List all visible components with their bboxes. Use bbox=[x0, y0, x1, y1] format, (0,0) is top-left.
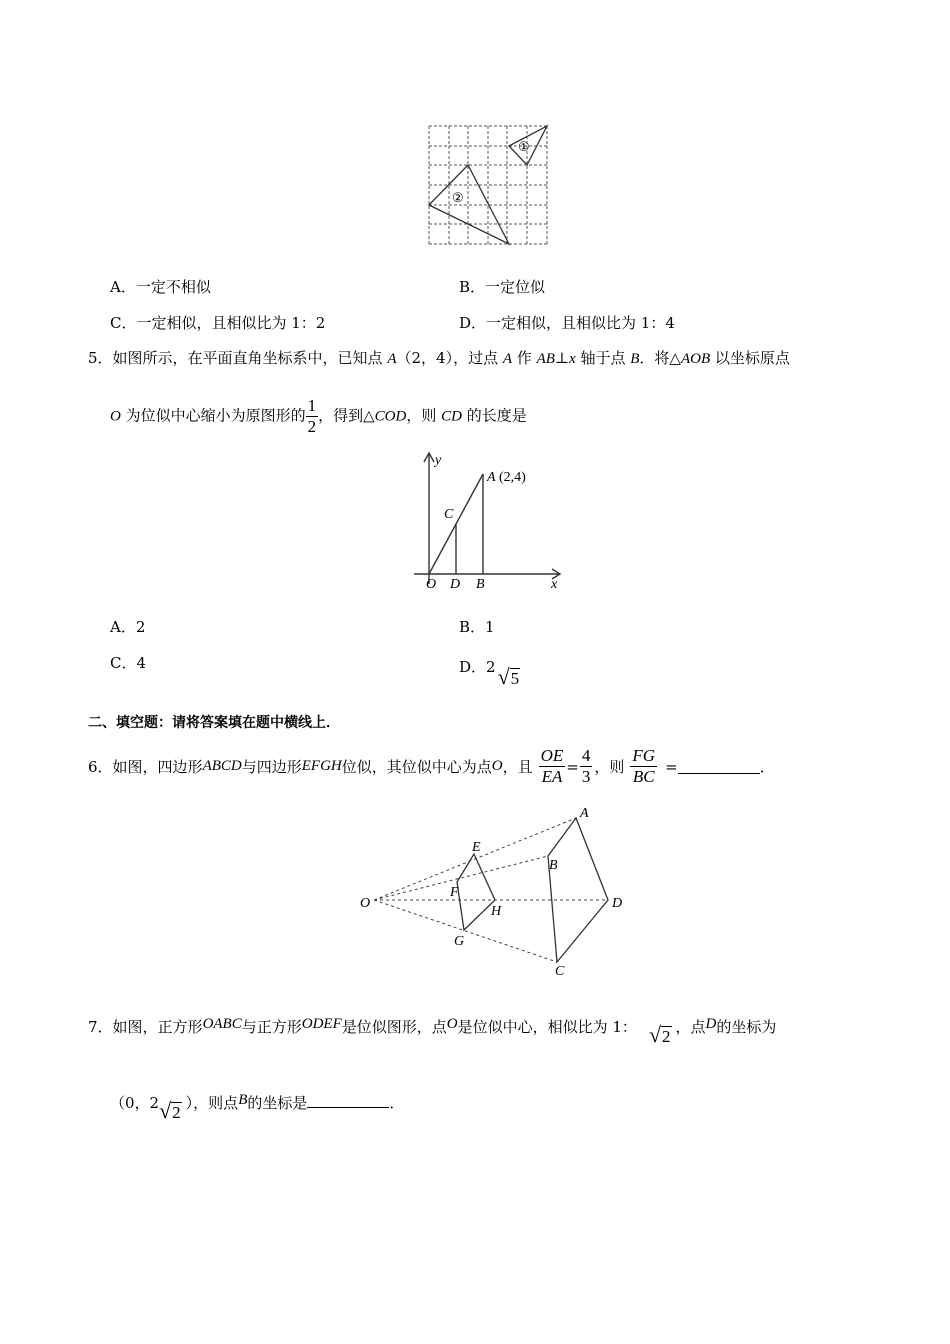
label-f: F bbox=[450, 885, 459, 900]
label-a: A bbox=[487, 470, 496, 485]
q5-option-d[interactable]: D．2√5 bbox=[459, 658, 520, 689]
label-h: H bbox=[491, 904, 502, 919]
label-d: D bbox=[612, 896, 623, 911]
q5-option-c[interactable]: C．4 bbox=[110, 654, 147, 672]
quadrilateral-abcd bbox=[548, 818, 608, 962]
q6-line: 6． 如图，四边形 ABCD 与四边形 EFGH 位似，其位似中心为点 O ，且 $\frac{OE}{EA}$ = $\frac{4}{3}$ ，则 $\frac{FG}{BC}$ = ． bbox=[88, 746, 775, 786]
sqrt-two-coord: √2 bbox=[159, 1098, 181, 1123]
answer-blank-q7[interactable] bbox=[307, 1093, 389, 1108]
q4-option-d[interactable]: D．一定相似，且相似比为 1：4 bbox=[459, 314, 675, 332]
label-c: C bbox=[555, 964, 565, 979]
q5-option-a[interactable]: A．2 bbox=[110, 618, 146, 636]
q4-option-c[interactable]: C．一定相似，且相似比为 1：2 bbox=[110, 314, 326, 332]
fraction-four-thirds: $\frac{4}{3}$ bbox=[581, 746, 591, 786]
label-a-coord: (2,4) bbox=[499, 470, 526, 485]
label-c: C bbox=[444, 507, 454, 522]
label-g: G bbox=[454, 934, 465, 949]
q4-option-a[interactable]: A．一定不相似 bbox=[110, 278, 211, 296]
q4-grid-figure bbox=[418, 124, 552, 248]
section-2-title: 二、填空题：请将答案填在题中横线上． bbox=[88, 715, 340, 731]
label-a: A bbox=[580, 806, 589, 821]
quadrilateral-efgh bbox=[457, 854, 495, 930]
sqrt-five: √5 bbox=[497, 664, 520, 689]
fraction-one-half: $\frac{1}{2}$ bbox=[307, 396, 317, 436]
label-o: O bbox=[426, 577, 437, 592]
label-e: E bbox=[472, 840, 481, 855]
label-b: B bbox=[549, 858, 558, 873]
label-o: O bbox=[360, 896, 371, 911]
q4-option-b[interactable]: B．一定位似 bbox=[459, 278, 546, 296]
q7-line1: 7． 如图，正方形 OABC 与正方形 ODEF 是位似图形，点 O 是位似中心，相似比为 1： √2 ，点 D 的坐标为 bbox=[88, 1016, 777, 1047]
answer-blank-q6[interactable] bbox=[678, 759, 760, 774]
q6-homothety-figure bbox=[352, 802, 632, 980]
fraction-fg-bc: $\frac{FG}{BC}$ bbox=[632, 746, 656, 786]
q7-line2: （0，2 √2 ），则点 B 的坐标是 ． bbox=[110, 1092, 405, 1123]
q5-line2: O 为位似中心缩小为原图形的 $\frac{1}{2}$ ，得到△COD，则 CD 的长度是 bbox=[110, 396, 527, 436]
q5-line1: 5．如图所示，在平面直角坐标系中，已知点 A（2，4），过点 A 作 AB⊥x 轴于点 B．将△AOB 以坐标原点 bbox=[88, 349, 790, 367]
label-x: x bbox=[551, 577, 558, 592]
q5-option-b[interactable]: B．1 bbox=[459, 618, 495, 636]
fraction-oe-ea: $\frac{OE}{EA}$ bbox=[540, 746, 564, 786]
sqrt-two-ratio: √2 bbox=[648, 1022, 671, 1047]
label-two: ② bbox=[452, 190, 464, 205]
label-one: ① bbox=[518, 139, 530, 154]
q5-coordinate-figure bbox=[404, 450, 568, 592]
label-b: B bbox=[476, 577, 485, 592]
label-y: y bbox=[435, 453, 442, 468]
label-d: D bbox=[450, 577, 461, 592]
